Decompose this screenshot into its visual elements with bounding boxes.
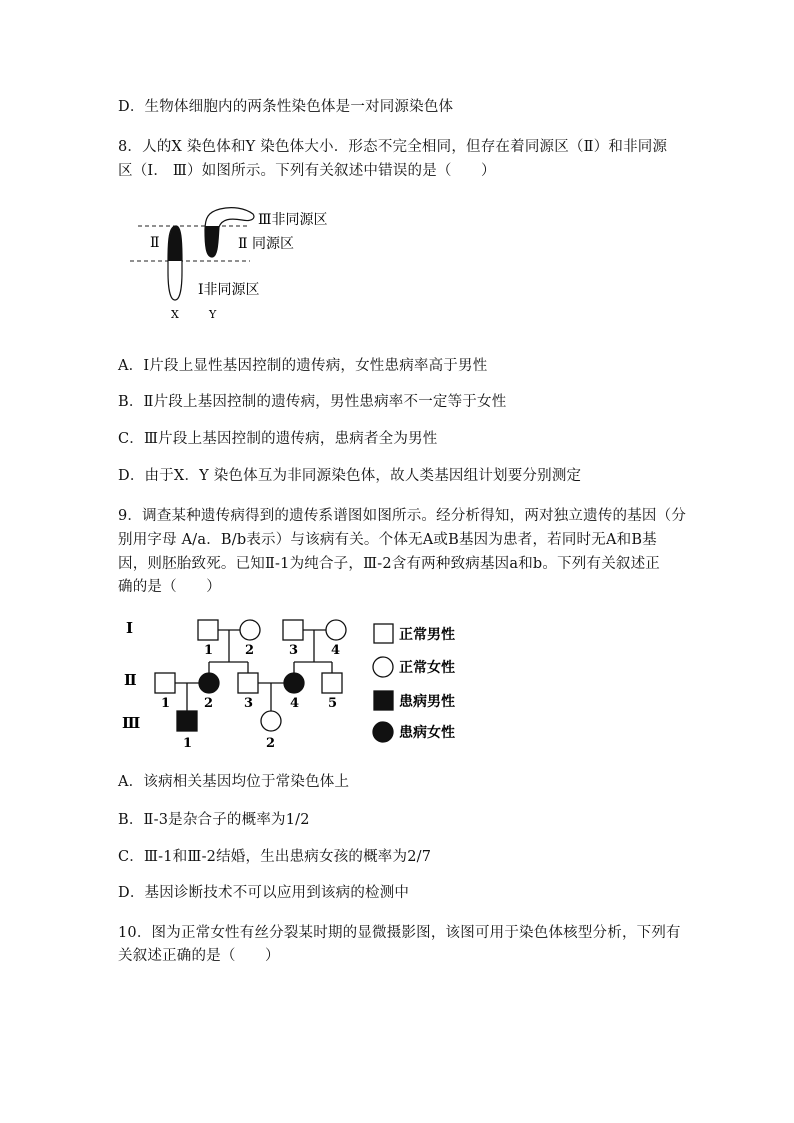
legend-affected-male-label: 患病男性 xyxy=(399,694,455,710)
II-4-number: 4 xyxy=(290,696,300,711)
label-iii-nonhomologous: Ⅲ非同源区 xyxy=(258,212,328,228)
legend-normal-female-label: 正常女性 xyxy=(399,660,455,676)
q9-stem-line-2: 别用字母 A/a．B/b表示）与该病有关。个体无A或B基因为患者，若同时无A和B基 xyxy=(118,532,657,548)
II-5-normal-male xyxy=(322,673,342,693)
II-1-number: 1 xyxy=(161,696,171,711)
label-x: X xyxy=(171,308,179,321)
I-1-normal-male xyxy=(198,620,218,640)
q8-option-c: C．Ⅲ片段上基因控制的遗传病，患病者全为男性 xyxy=(118,431,438,447)
generation-iii-label: Ⅲ xyxy=(122,714,141,732)
q9-option-d: D．基因诊断技术不可以应用到该病的检测中 xyxy=(118,885,410,901)
II-1-normal-male xyxy=(155,673,175,693)
I-2-normal-female xyxy=(240,620,260,640)
q10-stem-line-2: 关叙述正确的是（ ） xyxy=(118,948,280,964)
legend-affected-female-label: 患病女性 xyxy=(399,725,455,741)
q10-stem-line-1: 10．图为正常女性有丝分裂某时期的显微摄影图，该图可用于染色体核型分析，下列有 xyxy=(118,925,681,941)
I-1-number: 1 xyxy=(204,643,214,658)
II-2-affected-female xyxy=(199,673,219,693)
III-1-number: 1 xyxy=(183,736,193,751)
III-2-number: 2 xyxy=(266,736,276,751)
III-1-affected-male xyxy=(177,711,197,731)
legend-normal-male-label: 正常男性 xyxy=(399,627,455,643)
I-3-number: 3 xyxy=(289,643,299,658)
q8-option-a: A．Ⅰ片段上显性基因控制的遗传病，女性患病率高于男性 xyxy=(118,358,488,374)
label-y: Y xyxy=(209,308,217,321)
q8-option-b: B．Ⅱ片段上基因控制的遗传病，男性患病率不一定等于女性 xyxy=(118,394,507,410)
q9-stem-line-1: 9．调查某种遗传病得到的遗传系谱图如图所示。经分析得知，两对独立遗传的基因（分 xyxy=(118,508,687,524)
I-4-normal-female xyxy=(326,620,346,640)
legend-normal-male-symbol xyxy=(374,624,393,643)
q9-stem-line-3: 因，则胚胎致死。已知Ⅱ-1为纯合子，Ⅲ-2含有两种致病基因a和b。下列有关叙述正 xyxy=(118,556,661,572)
generation-i-label: Ⅰ xyxy=(126,619,134,637)
label-ii-left: Ⅱ xyxy=(150,235,160,251)
q9-option-a: A．该病相关基因均位于常染色体上 xyxy=(118,774,350,790)
q8-stem-line-1: 8．人的X 染色体和Y 染色体大小．形态不完全相同，但存在着同源区（Ⅱ）和非同源 xyxy=(118,139,668,155)
q9-option-b: B．Ⅱ-3是杂合子的概率为1/2 xyxy=(118,812,310,828)
q9-option-c: C．Ⅲ-1和Ⅲ-2结婚，生出患病女孩的概率为2/7 xyxy=(118,849,432,865)
generation-ii-label: Ⅱ xyxy=(124,671,137,689)
pedigree-legend xyxy=(373,624,455,742)
q9-stem-line-4: 确的是（ ） xyxy=(118,579,221,595)
II-3-number: 3 xyxy=(244,696,254,711)
x-chromosome xyxy=(168,226,182,300)
label-i-nonhomologous: Ⅰ非同源区 xyxy=(198,282,260,298)
II-5-number: 5 xyxy=(328,696,338,711)
pedigree-chart xyxy=(118,607,463,757)
II-4-affected-female xyxy=(284,673,304,693)
q8-option-d: D．由于X．Y 染色体互为非同源染色体，故人类基因组计划要分别测定 xyxy=(118,468,582,484)
label-ii-homologous: Ⅱ 同源区 xyxy=(238,236,294,252)
I-4-number: 4 xyxy=(331,643,341,658)
I-3-normal-male xyxy=(283,620,303,640)
legend-affected-female-symbol xyxy=(373,722,393,742)
legend-normal-female-symbol xyxy=(373,657,393,677)
legend-affected-male-symbol xyxy=(374,691,393,710)
II-3-normal-male xyxy=(238,673,258,693)
q7-option-d: D．生物体细胞内的两条性染色体是一对同源染色体 xyxy=(118,99,454,115)
III-2-normal-female xyxy=(261,711,281,731)
xy-chromosome-figure xyxy=(130,200,390,325)
I-2-number: 2 xyxy=(245,643,255,658)
II-2-number: 2 xyxy=(204,696,214,711)
q8-stem-line-2: 区（Ⅰ． Ⅲ）如图所示。下列有关叙述中错误的是（ ） xyxy=(118,163,496,179)
